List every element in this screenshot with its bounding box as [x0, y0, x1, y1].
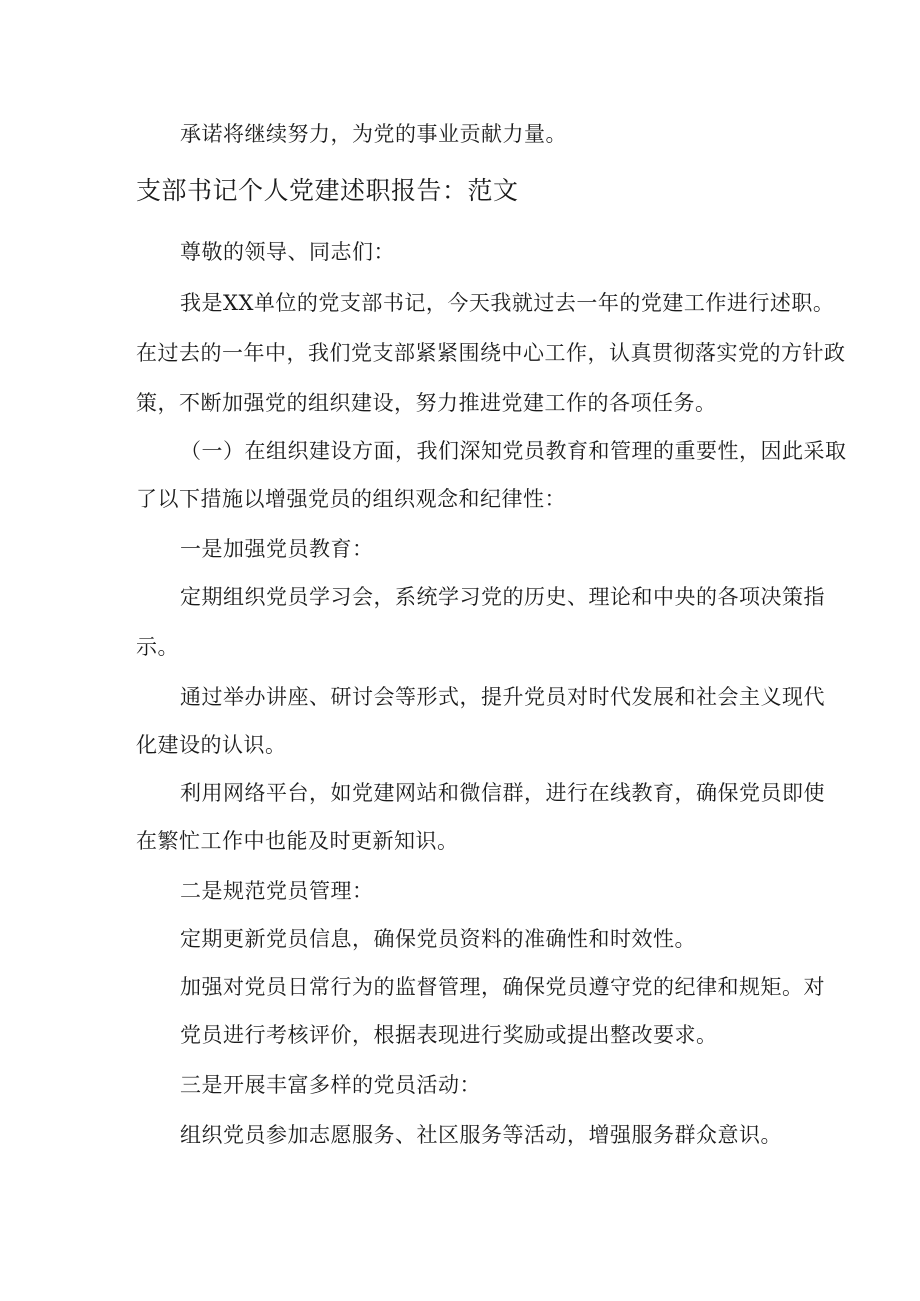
salutation: 尊敬的领导、同志们： [180, 240, 395, 264]
paragraph-line: 定期更新党员信息，确保党员资料的准确性和时效性。 [180, 927, 696, 951]
section-subheading: 二是规范党员管理： [180, 879, 374, 903]
paragraph-line: 了以下措施以增强党员的组织观念和纪律性： [136, 487, 566, 511]
section-subheading: 三是开展丰富多样的党员活动： [180, 1073, 481, 1097]
paragraph-line: 党员进行考核评价，根据表现进行奖励或提出整改要求。 [180, 1023, 718, 1047]
paragraph-closing-line: 承诺将继续努力，为党的事业贡献力量。 [180, 122, 567, 146]
document-heading: 支部书记个人党建述职报告：范文 [136, 176, 519, 205]
section-subheading: 一是加强党员教育： [180, 537, 374, 561]
paragraph-line: 利用网络平台，如党建网站和微信群，进行在线教育，确保党员即使 [180, 781, 825, 805]
paragraph-line: 组织党员参加志愿服务、社区服务等活动，增强服务群众意识。 [180, 1123, 782, 1147]
paragraph-line: 定期组织党员学习会，系统学习党的历史、理论和中央的各项决策指 [180, 585, 825, 609]
paragraph-line: 通过举办讲座、研讨会等形式，提升党员对时代发展和社会主义现代 [180, 685, 825, 709]
paragraph-line: 化建设的认识。 [136, 733, 287, 757]
paragraph-line: 策，不断加强党的组织建设，努力推进党建工作的各项任务。 [136, 391, 717, 415]
paragraph-line: 在繁忙工作中也能及时更新知识。 [136, 829, 459, 853]
paragraph-line: 示。 [136, 635, 179, 659]
paragraph-line: 在过去的一年中，我们党支部紧紧围绕中心工作，认真贯彻落实党的方针政 [136, 341, 846, 365]
paragraph-line: （一）在组织建设方面，我们深知党员教育和管理的重要性，因此采取 [180, 439, 847, 463]
paragraph-line: 加强对党员日常行为的监督管理，确保党员遵守党的纪律和规矩。对 [180, 975, 825, 999]
paragraph-line: 我是XX单位的党支部书记，今天我就过去一年的党建工作进行述职。 [180, 291, 835, 315]
